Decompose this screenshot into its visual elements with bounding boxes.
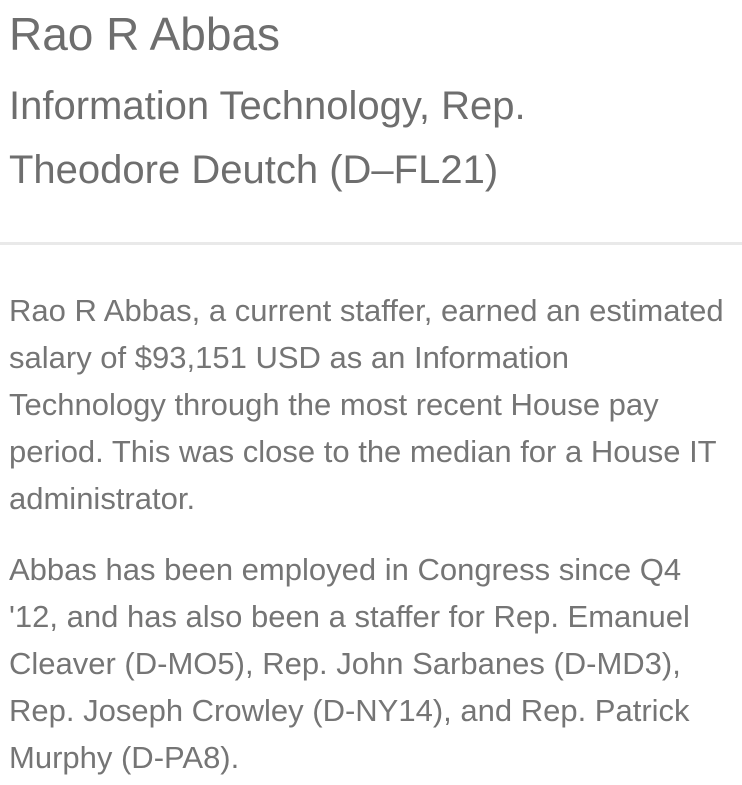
salary-summary-paragraph: Rao R Abbas, a current staffer, earned an estimated salary of $93,151 USD as an Information Technology through the most recent House pay period. This was close to the median for a House IT administrator. — [9, 293, 724, 516]
page-title: Rao R Abbas — [9, 8, 281, 60]
staffer-profile-page — [0, 6, 742, 785]
profile-header — [0, 6, 742, 202]
page-subtitle: Information Technology, Rep. Theodore Deutch (D–FL21) — [9, 84, 526, 192]
profile-article — [0, 287, 742, 781]
employment-history-paragraph: Abbas has been employed in Congress since Q4 '12, and has also been a staffer for Rep. Emanuel Cleaver (D-MO5), Rep. John Sarbanes (D-MD3), Rep. Joseph Crowley (D-NY14), and Rep. Patrick Murphy (D-PA8). — [9, 552, 690, 775]
section-divider — [0, 242, 742, 245]
